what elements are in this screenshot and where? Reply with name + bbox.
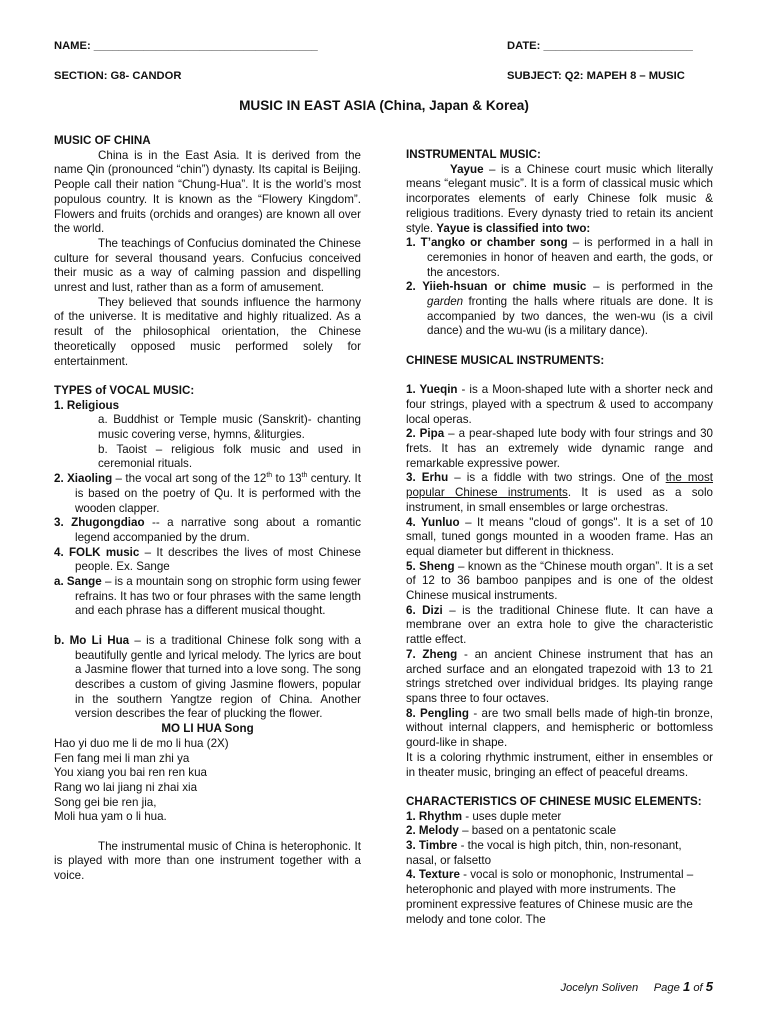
zhugongdiao-item: 3. Zhugongdiao -- a narrative song about a romantic legend accompanied by the drum. [54,516,361,544]
page-footer [560,979,713,994]
date-label: DATE: [507,40,541,52]
zheng-item: 7. Zheng - an ancient Chinese instrument that has an arched surface and an elongated trapezoid with 13 to 21 strings stretched over individual bridges. Its playing range spans three to four octaves. [406,647,713,705]
page-number: 1 [682,979,691,994]
pengling-paragraph: It is a coloring rhythmic instrument, either in ensembles or in theater music, bringing an effect of peaceful dreams. [406,750,713,779]
erhu-item: 3. Erhu – is a fiddle with two strings. One of the most popular Chinese instruments. It is used as a solo instrument, in small ensembles or large orchestras. [406,471,714,514]
subject-label: SUBJECT: Q2: MAPEH 8 – MUSIC [507,70,685,82]
tangko-item: 1. T’angko or chamber song – is performed in a hall in ceremonies in honor of heaven and earth, the gods, or the ancestors. [406,236,713,279]
of-word: of [693,982,703,994]
page-total: 5 [705,979,713,994]
xiaoling-item: 2. Xiaoling – the vocal art song of the 12th to 13th century. It is based on the poetry of Qu. It is performed with the wooden clapper. [54,472,361,515]
lyric-line: Song gei bie ren jia, [54,795,157,809]
pengling-item: 8. Pengling - are two small bells made of high-tin bronze, without internal clappers, and hemispheric or bottomless gourd-like in shape. [406,706,713,750]
confucius-paragraph: The teachings of Confucius dominated the Chinese culture for several thousand years. Confucius conceived their music as a way of calming passion and dispelling unrest and lust, rather than as a form of amusement. [54,236,361,295]
religious-item: 1. Religious [54,398,120,412]
melody-item: 2. Melody – based on a pentatonic scale [406,824,617,838]
left-column [54,134,361,884]
lyric-line: Moli hua yam o li hua. [54,810,167,824]
author-name: Jocelyn Soliven [560,982,639,994]
pipa-item: 2. Pipa – a pear-shaped lute body with four strings and 30 frets. It has an extremely wide dynamic range and remarkable expressive power. [406,427,713,470]
song-title: MO LI HUA Song [161,722,254,736]
yiieh-hsuan-item: 2. Yiieh-hsuan or chime music – is performed in the garden fronting the halls where rituals are done. It is accompanied by two dances, the wen-wu (is a civil dance) and the wu-wu (is a military dance). [406,280,713,338]
heterophonic-paragraph: The instrumental music of China is heterophonic. It is played with more than one instrument together with a voice. [54,839,361,883]
date-blank: ________________________ [543,40,693,52]
rhythm-item: 1. Rhythm - uses duple meter [406,809,562,823]
lyric-line: You xiang you bai ren ren kua [54,766,207,780]
instruments-heading: CHINESE MUSICAL INSTRUMENTS: [406,353,605,367]
sheng-item: 5. Sheng – known as the “Chinese mouth organ”. It is a set of 12 to 36 bamboo panpipes and is one of the oldest Chinese musical instruments. [406,559,713,603]
name-label: NAME: [54,40,91,52]
elements-heading: CHARACTERISTICS OF CHINESE MUSIC ELEMENTS: [406,794,702,808]
name-field [54,40,318,52]
yunluo-item: 4. Yunluo – It means "cloud of gongs". It is a set of 10 small, tuned gongs mounted in a wooden frame. Has an equal diameter but different in thickness. [406,515,714,558]
vocal-music-heading: TYPES of VOCAL MUSIC: [54,383,195,397]
date-field [507,40,693,52]
folk-music-item: 4. FOLK music – It describes the lives of most Chinese people. Ex. Sange [54,545,361,574]
page-word: Page [653,982,680,994]
section-label: SECTION: G8- CANDOR [54,70,182,82]
harmony-paragraph: They believed that sounds influence the harmony of the universe. It is meditative and highly ritualized. As a result of the philosophical orientation, the Chinese theoretically opposed music performed solely for entertainment. [54,295,361,368]
yueqin-item: 1. Yueqin - is a Moon-shaped lute with a shorter neck and four strings, played with a spectrum & used to accompany local operas. [406,383,713,426]
lyric-line: Rang wo lai jiang ni zhai xia [54,780,198,794]
sange-item: a. Sange – is a mountain song on strophic form using fewer refrains. It has two or four phrases with the same length and each phrase has a different musical thought. [54,575,362,618]
mo-li-hua-item: b. Mo Li Hua – is a traditional Chinese folk song with a beautifully gentle and lyrical melody. The lyrics are bout a Jasmine flower that turned into a love song. The song describes a custom of giving Jasmine flowers, popular in the southern Yangtze region of China. Another version describes the fear of plucking the flower. [54,633,361,721]
lyric-line: Hao yi duo me li de mo li hua (2X) [54,736,229,750]
yayue-paragraph: Yayue – is a Chinese court music which literally means “elegant music”. It is a form of classical music which incorporates elements of early Chinese folk music & religious traditions. Every dynasty tried to retain its ancient style. Yayue is classified into two: [406,162,713,235]
china-heading: MUSIC OF CHINA [54,134,151,147]
document-title: MUSIC IN EAST ASIA (China, Japan & Korea) [239,98,529,113]
texture-item: 4. Texture - vocal is solo or monophonic, Instrumental – heterophonic and played with more instruments. The prominent expressive features of Chinese music are the melody and tone color. The [406,868,694,926]
religious-item-a: a. Buddhist or Temple music (Sanskrit)- chanting music covering verse, hymns, &liturgies. [98,413,361,442]
right-column [406,148,713,927]
timbre-item: 3. Timbre - the vocal is high pitch, thin, non-resonant, nasal, or falsetto [406,839,682,867]
name-blank: ____________________________________ [93,40,318,52]
religious-item-b: b. Taoist – religious folk music and used in ceremonial rituals. [98,442,361,471]
china-intro-paragraph: China is in the East Asia. It is derived from the name Qin (pronounced “chin”) dynasty. Its capital is Beijing. People call their nation “Chung-Hua”. It is the world’s most populous country. It is known as the “Flowery Kingdom”. Flowers and fruits (orchids and oranges) are known all over the world. [54,148,361,236]
instrumental-music-heading: INSTRUMENTAL MUSIC: [406,148,541,161]
dizi-item: 6. Dizi – is the traditional Chinese flute. It can have a membrane over an extra hole to give the characteristic rattle effect. [406,603,713,647]
lyric-line: Fen fang mei li man zhi ya [54,751,190,765]
